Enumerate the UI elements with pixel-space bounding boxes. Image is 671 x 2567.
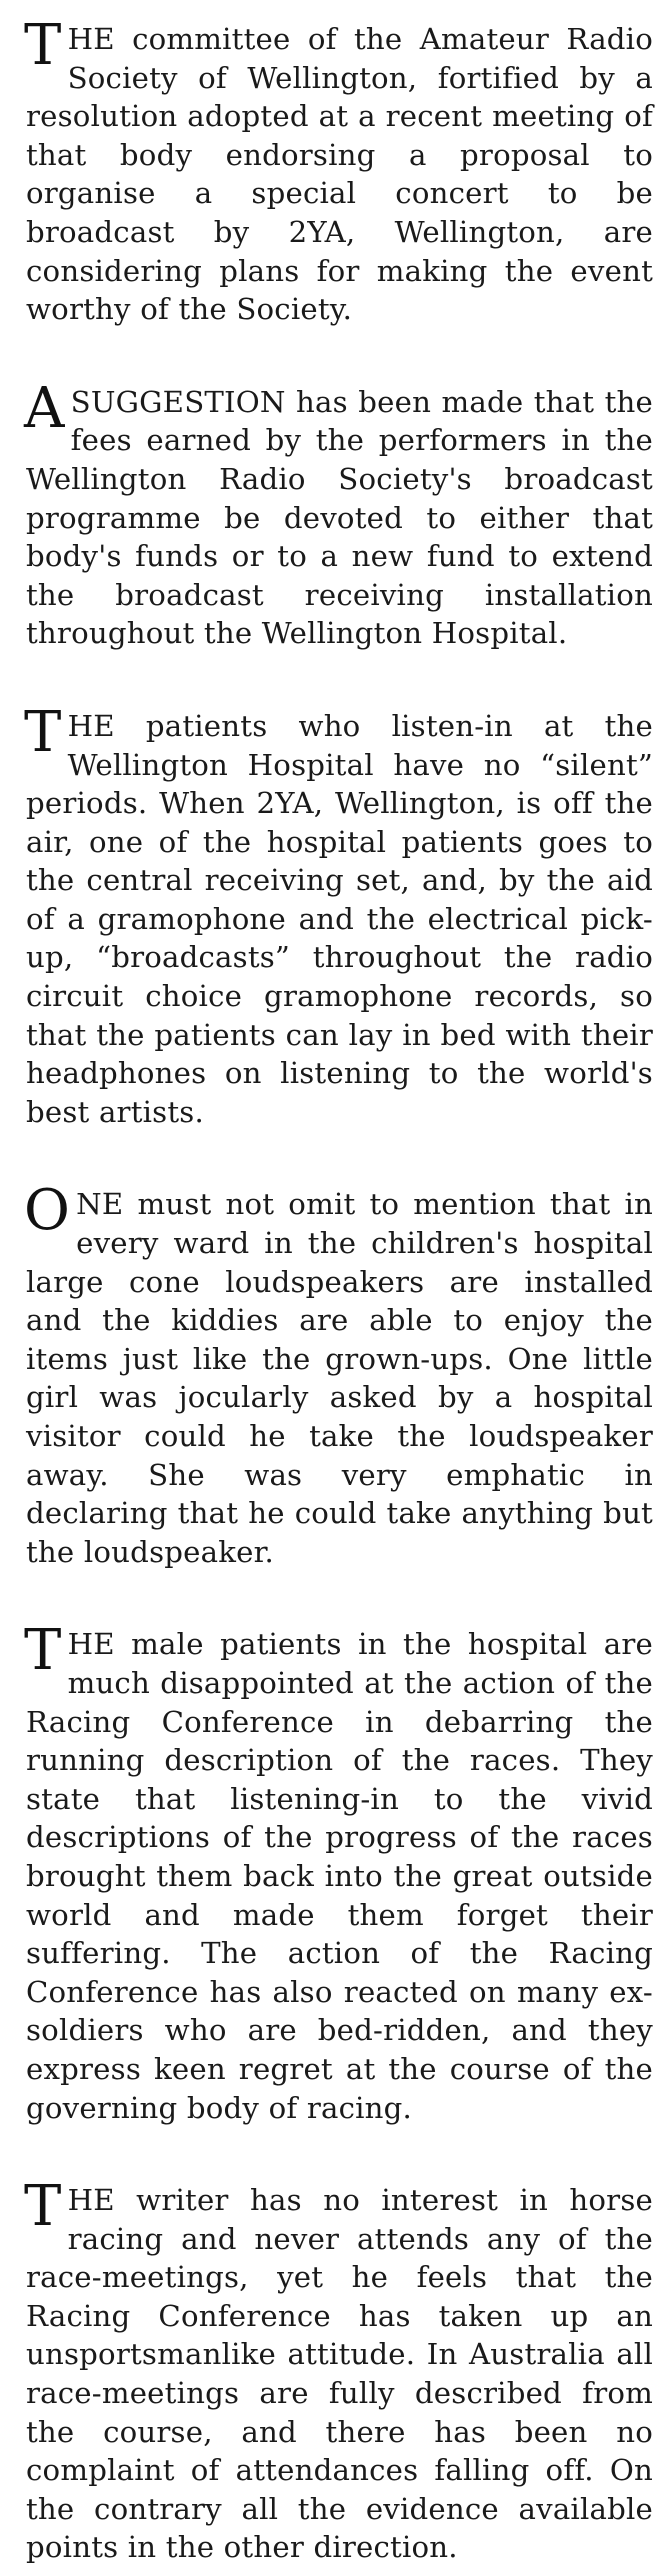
- paragraph-text: committee of the Amateur Radio Society of Wellington, fortified by a resolution adopted at a recent meeting of that body endorsing a proposal to organise a special concert to be broadcast by 2YA, Wellington, are considering plans for making the event worthy of the Society.: [26, 22, 653, 327]
- lead-caps: HE: [67, 2183, 115, 2218]
- paragraph-childrens-ward: [24, 1178, 653, 1571]
- lead-caps: HE: [67, 708, 115, 743]
- paragraph-text: patients who listen-in at the Wellington Hospital have no “silent” periods. When 2YA, Wellington, is off the air, one of the hospital patients goes to the central receiving set, and, by the aid of a gramophone and the electrical pick-up, “broadcasts” throughout the radio circuit choice gramophone records, so that the patients can lay in bed with their headphones on listening to the world's best artists.: [26, 708, 653, 1129]
- lead-caps: HE: [67, 1627, 115, 1662]
- paragraph-text: male patients in the hospital are much disappointed at the action of the Racing Conference in debarring the running description of the races. They state that listening-in to the vivid descriptions of the progress of the races brought them back into the great outside world and made them forget their suffering. The action of the Racing Conference has also reacted on many ex-soldiers who are bed-ridden, and they express keen regret at the course of the governing body of racing.: [26, 1627, 653, 2125]
- paragraph-male-patients: [24, 1618, 653, 2127]
- paragraph-writer: [24, 2174, 653, 2567]
- paragraph-patients: [24, 699, 653, 1132]
- drop-cap: T: [24, 1618, 62, 1684]
- lead-caps: HE: [67, 22, 115, 56]
- drop-cap: T: [24, 13, 62, 78]
- paragraph-suggestion: [24, 375, 653, 653]
- drop-cap: T: [24, 2174, 62, 2240]
- paragraph-text: writer has no interest in horse racing and never attends any of the race-meetings, yet he feels that the Racing Conference has taken up an unsportsmanlike attitude. In Australia all race-meetings are fully described from the course, and there has been no complaint of attendances falling off. On the contrary all the evidence available points in the other direction.: [26, 2183, 653, 2565]
- lead-caps: NE: [76, 1187, 124, 1222]
- drop-cap: T: [24, 699, 62, 765]
- drop-cap: O: [24, 1178, 71, 1244]
- drop-cap: A: [24, 375, 65, 441]
- paragraph-committee: [24, 13, 653, 329]
- lead-caps: SUGGESTION: [70, 384, 286, 419]
- paragraph-text: must not omit to mention that in every ward in the children's hospital large cone loudspeakers are installed and the kiddies are able to enjoy the items just like the grown-ups. One little girl was jocularly asked by a hospital visitor could he take the loudspeaker away. She was very emphatic in declaring that he could take anything but the loudspeaker.: [26, 1187, 653, 1569]
- paragraph-text: has been made that the fees earned by the performers in the Wellington Radio Society's broadcast programme be devoted to either that body's funds or to a new fund to extend the broadcast receiving installation throughout the Wellington Hospital.: [26, 384, 653, 651]
